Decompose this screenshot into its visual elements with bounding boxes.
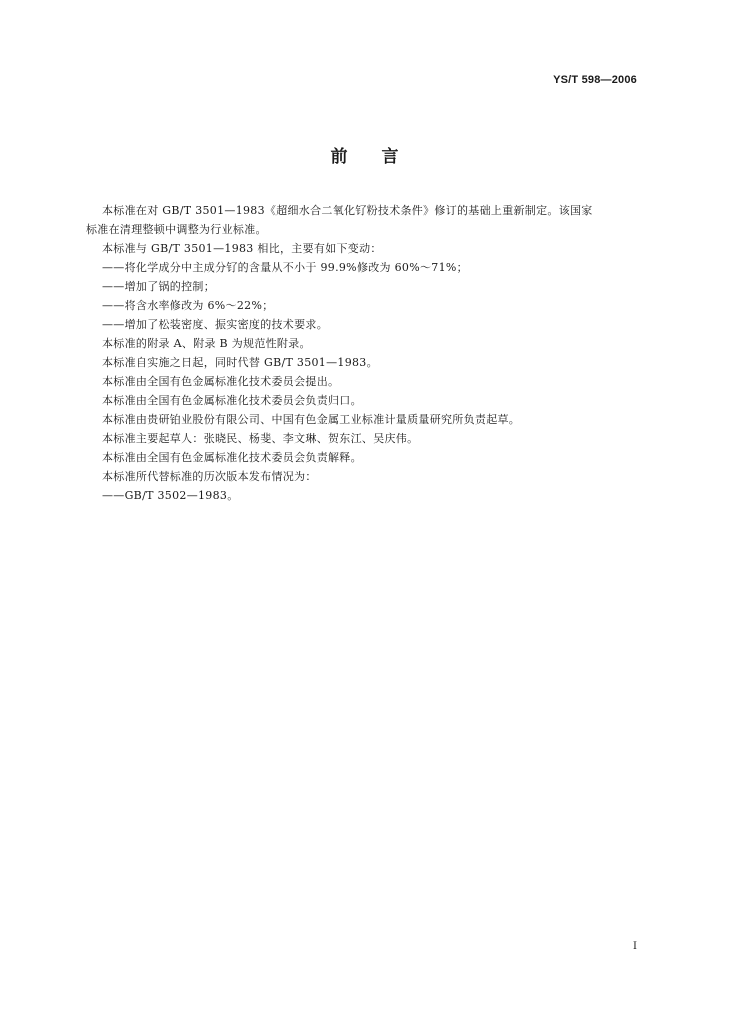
- foreword-body: [86, 201, 650, 505]
- paragraph-revision-basis-continued: 标准在清理整顿中调整为行业标准。: [86, 223, 267, 236]
- paragraph-proposed-by: 本标准由全国有色金属标准化技术委员会提出。: [102, 375, 340, 388]
- document-number: YS/T 598—2006: [553, 74, 637, 86]
- paragraph-under-jurisdiction: 本标准由全国有色金属标准化技术委员会负责归口。: [102, 394, 362, 407]
- paragraph-annexes: 本标准的附录 A、附录 B 为规范性附录。: [102, 337, 311, 350]
- foreword-heading: 前言: [330, 147, 433, 167]
- paragraph-replaces: 本标准自实施之日起，同时代替 GB/T 3501—1983。: [102, 356, 378, 369]
- paragraph-revision-basis: 本标准在对 GB/T 3501—1983《超细水合二氧化钌粉技术条件》修订的基础上重新制定。该国家: [102, 204, 593, 217]
- change-item-moisture: ——将含水率修改为 6%～22%；: [102, 299, 274, 312]
- paragraph-changes-intro: 本标准与 GB/T 3501—1983 相比，主要有如下变动：: [102, 242, 382, 255]
- paragraph-history-intro: 本标准所代替标准的历次版本发布情况为：: [102, 470, 317, 483]
- page-number: I: [633, 941, 637, 952]
- history-item: ——GB/T 3502—1983。: [102, 489, 239, 502]
- paragraph-drafted-by: 本标准由贵研铂业股份有限公司、中国有色金属工业标准计量质量研究所负责起草。: [102, 413, 521, 426]
- change-item-ruthenium-content: ——将化学成分中主成分钌的含量从不小于 99.9%修改为 60%～71%；: [102, 261, 468, 274]
- change-item-control: ——增加了锅的控制；: [102, 280, 215, 293]
- paragraph-main-drafters: 本标准主要起草人：张晓民、杨斐、李文琳、贺东江、吴庆伟。: [102, 432, 419, 445]
- change-item-density: ——增加了松装密度、振实密度的技术要求。: [102, 318, 328, 331]
- paragraph-interpretation: 本标准由全国有色金属标准化技术委员会负责解释。: [102, 451, 362, 464]
